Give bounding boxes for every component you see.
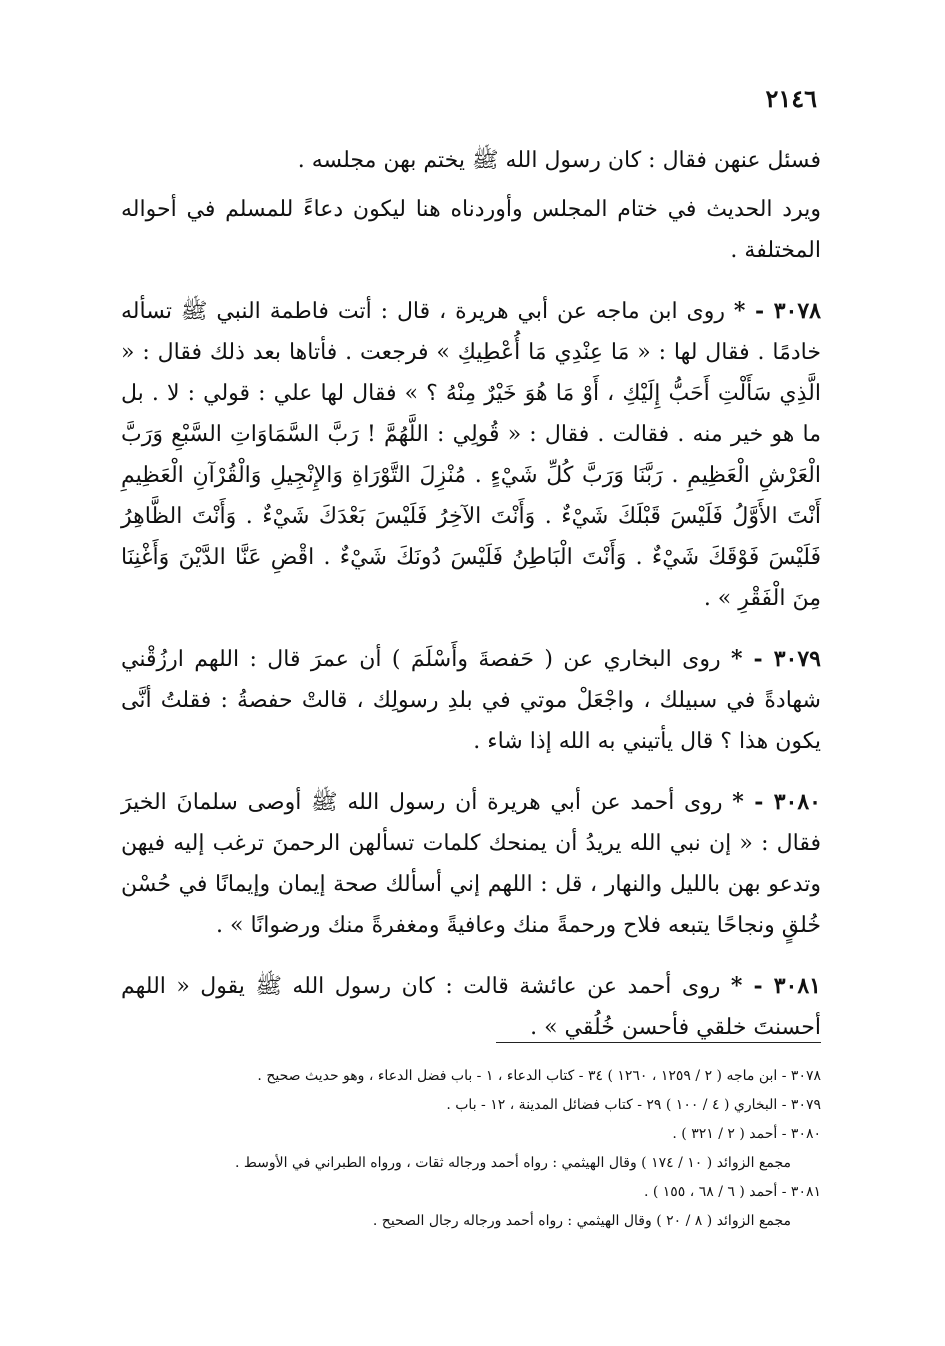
footnote-line: ٣٠٨١ - أحمد ( ٦ / ٦٨ ، ١٥٥ ) . (643, 1184, 821, 1200)
hadith-number: ٣٠٨٠ - * (732, 789, 821, 815)
main-text-body (121, 140, 821, 1068)
hadith-text: روى ابن ماجه عن أبي هريرة ، قال : أتت فاطمة النبي ﷺ تسأله خادمًا . فقال لها : « مَا عِنْدِي مَا أُعْطِيكِ » فرجعت . فأتاها بعد ذلك فقال : « الَّذِي سَأَلْتِ أَحَبُّ إِلَيْكِ ، أَوْ مَا هُوَ خَيْرٌ مِنْهُ ؟ » فقال لها علي : قولي : لا . بل ما هو خير منه . فقالت . فقال : « قُولِي : اللَّهُمَّ ! رَبَّ السَّمَاوَاتِ السَّبْعِ وَرَبَّ الْعَرْشِ الْعَظِيمِ . رَبَّنَا وَرَبَّ كُلِّ شَيْءٍ . مُنْزِلَ التَّوْرَاةِ وَالإِنْجِيلِ وَالْقُرْآنِ الْعَظِيمِ أَنْتَ الأَوَّلُ فَلَيْسَ قَبْلَكَ شَيْءٌ . وَأَنْتَ الآخِرُ فَلَيْسَ بَعْدَكَ شَيْءٌ . وَأَنْتَ الظَّاهِرُ فَلَيْسَ فَوْقَكَ شَيْءٌ . وَأَنْتَ الْبَاطِنُ فَلَيْسَ دُونَكَ شَيْءٌ . اقْضِ عَنَّا الدَّيْنَ وَأَغْنِنَا مِنَ الْفَقْرِ » . (121, 299, 821, 611)
hadith-3080 (121, 782, 821, 946)
hadith-number: ٣٠٨١ - * (730, 973, 821, 999)
hadith-text: روى أحمد عن عائشة قالت : كان رسول الله ﷺ يقول « اللهم أحسنتَ خلقي فأحسن خُلُقي » . (121, 974, 821, 1040)
footnote-divider (496, 1042, 821, 1043)
page-number: ٢١٤٦ (765, 84, 817, 113)
intro-line-1: فسئل عنهن فقال : كان رسول الله ﷺ يختم بهن مجلسه . (297, 148, 821, 173)
hadith-text: روى البخاري عن ( حَفصةَ وأَسْلَمَ ) أن عمرَ قال : اللهم ارزُقْني شهادةً في سبيلك ، واجْعَلْ موتي في بلدِ رسولِك ، قالتْ حفصةُ : فقلتُ أنَّى يكون هذا ؟ قال يأتيني به الله إذا شاء . (121, 647, 821, 754)
footnote-line: ٣٠٧٨ - ابن ماجه ( ٢ / ١٢٥٩ ، ١٢٦٠ ) ٣٤ - كتاب الدعاء ، ١ - باب فضل الدعاء ، وهو حديث صحيح . (257, 1068, 821, 1084)
footnote-line: ٣٠٧٩ - البخاري ( ٤ / ١٠٠ ) ٢٩ - كتاب فضائل المدينة ، ١٢ - باب . (446, 1097, 821, 1113)
intro-line-2: ويرد الحديث في ختام المجلس وأوردناه هنا ليكون دعاءً للمسلم في أحواله المختلفة . (121, 197, 821, 263)
footnote-line: مجمع الزوائد ( ١٠ / ١٧٤ ) وقال الهيثمي : رواه أحمد ورجاله ثقات ، ورواه الطبراني في الأوسط . (234, 1155, 791, 1171)
hadith-number: ٣٠٧٩ - * (730, 646, 821, 672)
hadith-number: ٣٠٧٨ - * (733, 298, 821, 324)
hadith-3079 (121, 639, 821, 762)
hadith-text: روى أحمد عن أبي هريرة أن رسول الله ﷺ أوصى سلمانَ الخيرَ فقال : « إن نبي الله يريدُ أن يمنحك كلمات تسألهن الرحمنَ ترغب إليه فيهن وتدعو بهن بالليل والنهار ، قل : اللهم إني أسألك صحة إيمان وإيمانًا في حُسْن خُلقٍ ونجاحًا يتبعه فلاح ورحمةً منك وعافيةً ومغفرةً منك ورضوانًا » . (121, 790, 821, 938)
hadith-3081 (121, 966, 821, 1048)
footnote-line: مجمع الزوائد ( ٨ / ٢٠ ) وقال الهيثمي : رواه أحمد ورجاله رجال الصحيح . (372, 1213, 791, 1229)
hadith-3078 (121, 291, 821, 619)
footnotes (121, 1062, 821, 1236)
footnote-line: ٣٠٨٠ - أحمد ( ٢ / ٣٢١ ) . (672, 1126, 821, 1142)
